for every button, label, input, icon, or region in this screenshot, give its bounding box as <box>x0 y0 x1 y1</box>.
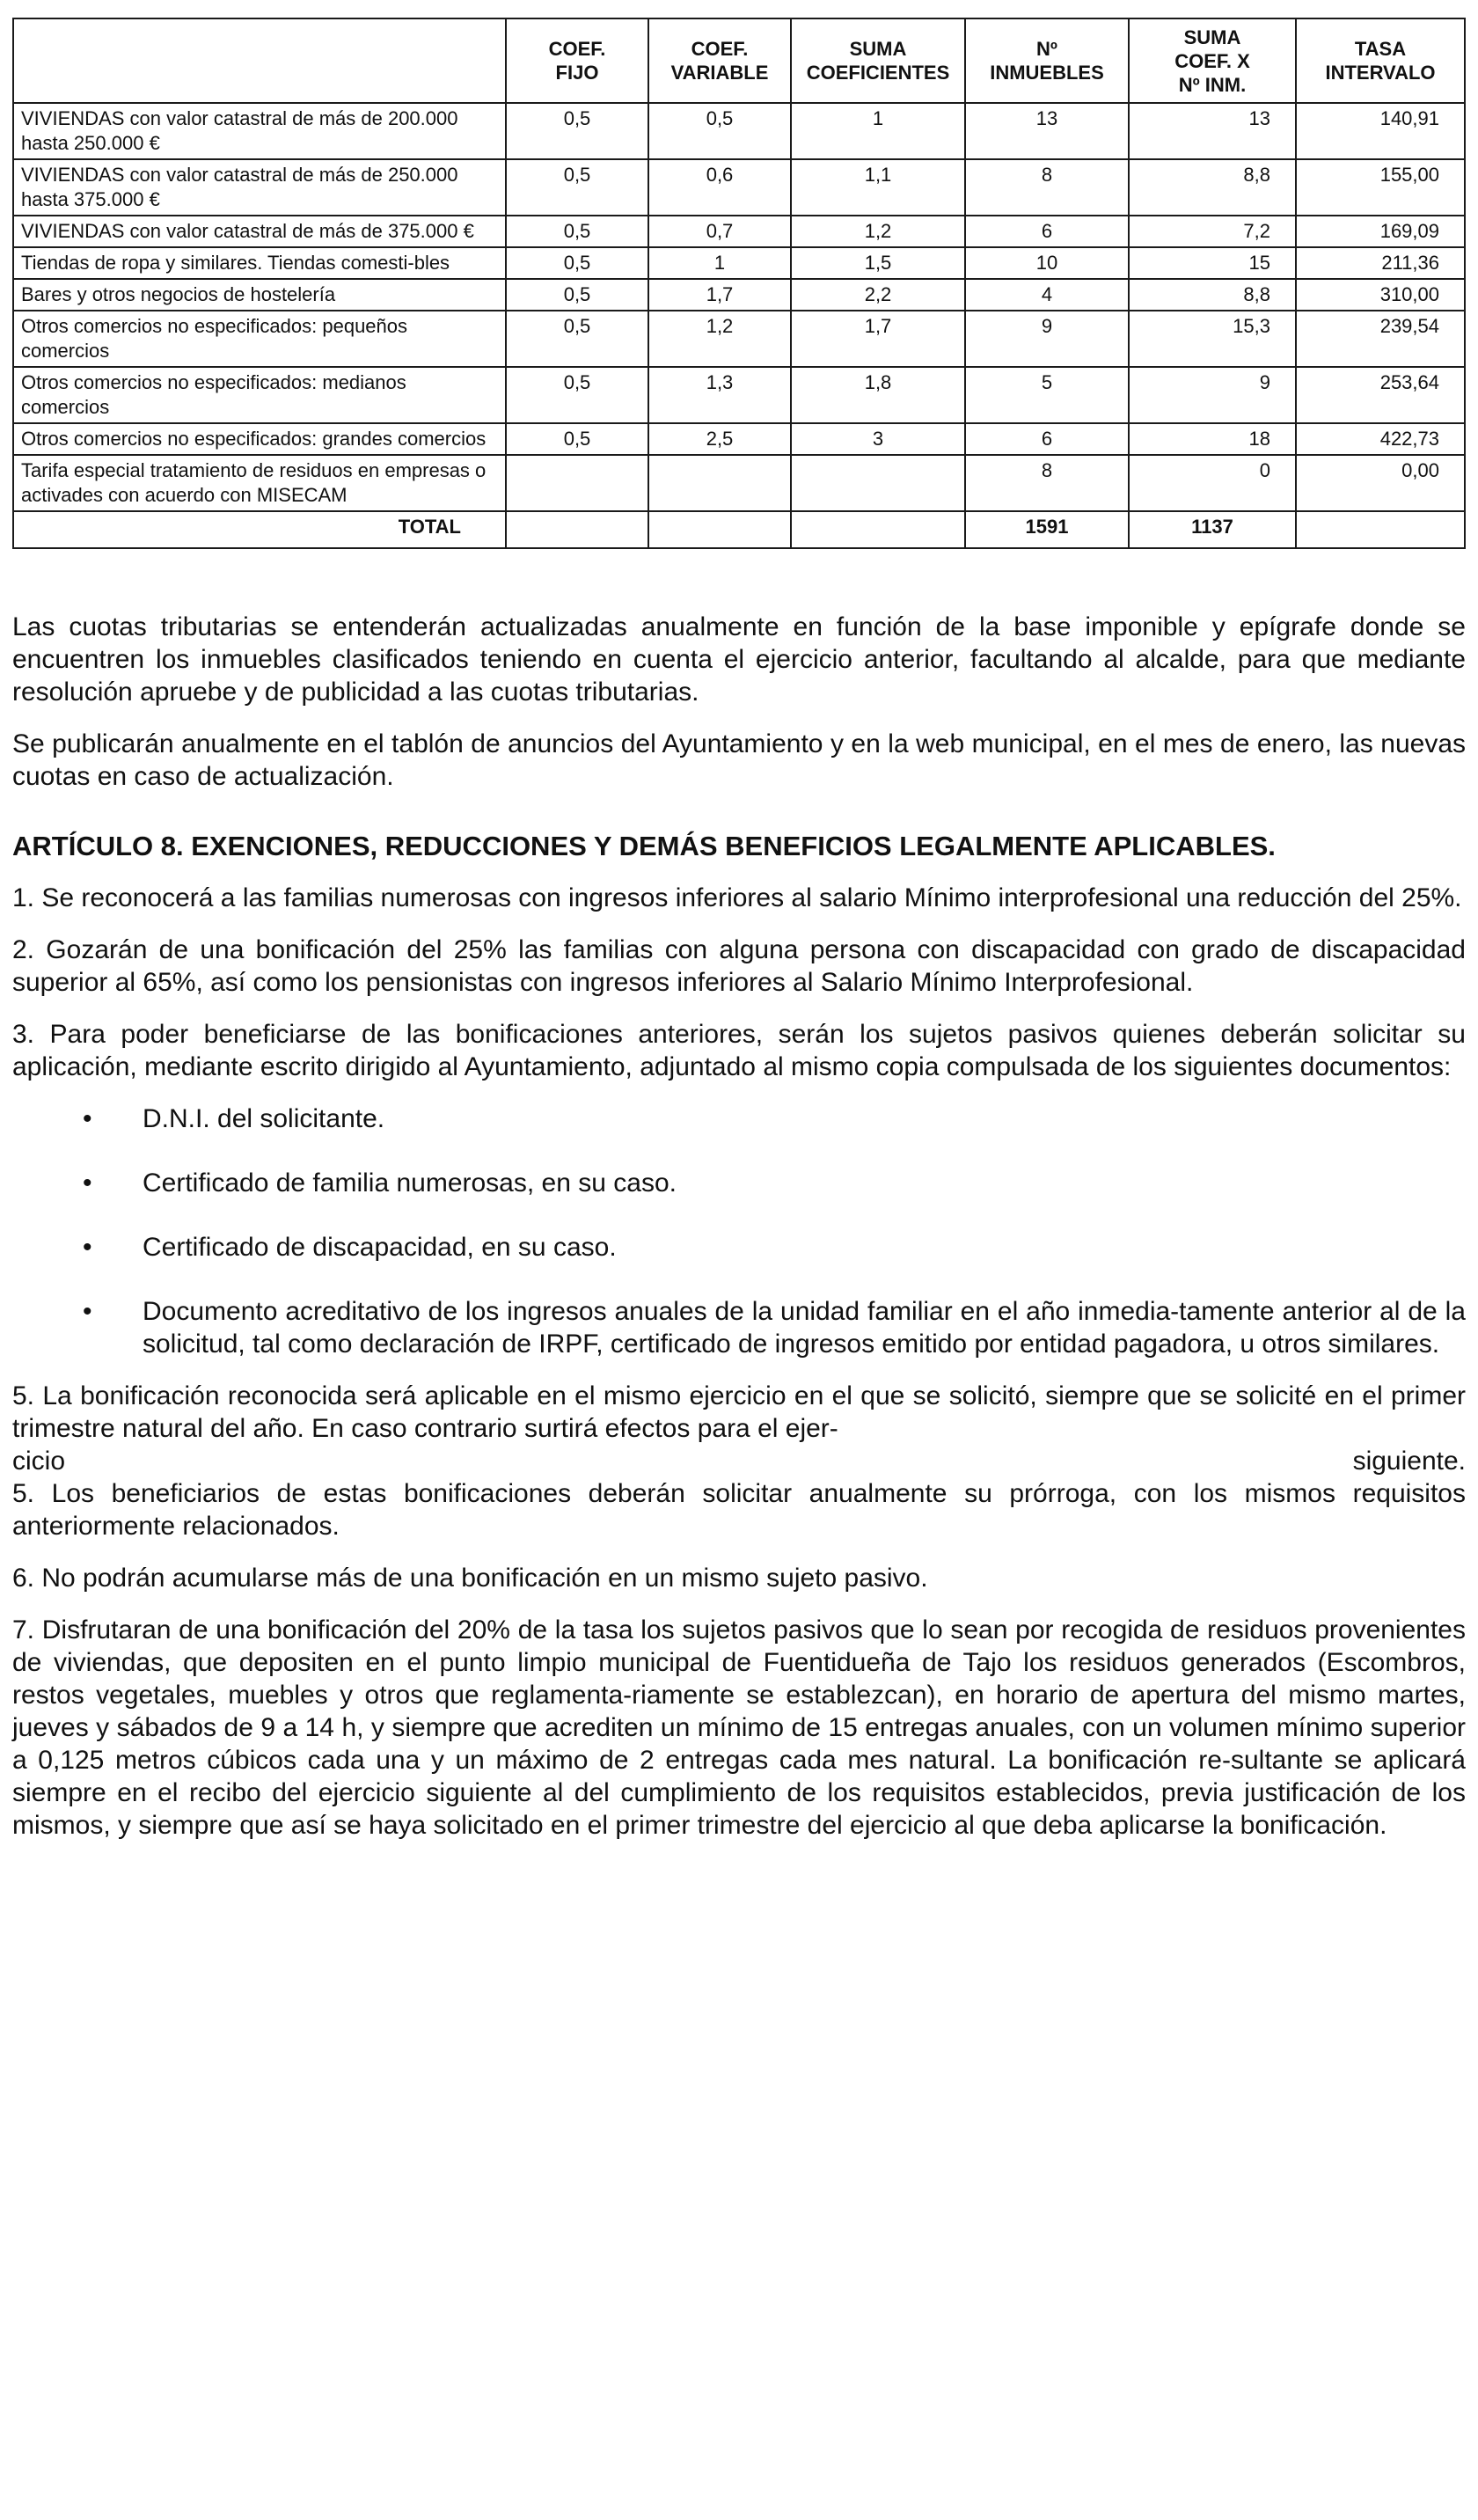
article-8-item-6: 6. No podrán acumularse más de una bonificación en un mismo sujeto pasivo. <box>12 1564 928 1593</box>
cell-n-inmuebles: 4 <box>965 279 1129 311</box>
cell-concept: VIVIENDAS con valor catastral de más de 375.000 € <box>13 216 506 247</box>
total-empty <box>1296 511 1465 548</box>
cell-concept: Tiendas de ropa y similares. Tiendas comesti-bles <box>13 247 506 279</box>
bullet-icon: • <box>83 1297 92 1326</box>
table-row <box>13 367 1465 423</box>
cell-coef-fijo: 0,5 <box>506 311 648 367</box>
tariff-table <box>12 18 1466 549</box>
cell-suma-coeficientes: 1,7 <box>791 311 965 367</box>
paragraph-publicacion: Se publicarán anualmente en el tablón de anuncios del Ayuntamiento y en la web municipal, en el mes de enero, las nuevas cuotas en caso de actualización. <box>12 729 1466 791</box>
total-empty <box>791 511 965 548</box>
cell-coef-variable: 2,5 <box>648 423 791 455</box>
cell-n-inmuebles: 9 <box>965 311 1129 367</box>
cell-coef-fijo: 0,5 <box>506 367 648 423</box>
cell-tasa-intervalo: 140,91 <box>1296 103 1465 159</box>
header-coef-fijo: COEF. FIJO <box>506 18 648 103</box>
cell-suma-coeficientes <box>791 455 965 511</box>
cell-n-inmuebles: 6 <box>965 423 1129 455</box>
cell-coef-variable <box>648 455 791 511</box>
cell-suma-coef-x-inm: 8,8 <box>1129 159 1296 216</box>
cell-coef-variable: 0,7 <box>648 216 791 247</box>
list-item: • Documento acreditativo de los ingresos anuales de la unidad familiar en el año inmedia-tamente anterior al de la solicitud, tal como declaración de IRPF, certificado de ingresos emitido por entidad pagadora, u otros similares. <box>83 1297 1466 1359</box>
cell-suma-coef-x-inm: 0 <box>1129 455 1296 511</box>
tariff-table-header <box>13 18 1465 103</box>
cell-n-inmuebles: 13 <box>965 103 1129 159</box>
header-n-inmuebles: Nº INMUEBLES <box>965 18 1129 103</box>
total-label: TOTAL <box>13 511 506 548</box>
cell-n-inmuebles: 6 <box>965 216 1129 247</box>
cell-coef-variable: 1 <box>648 247 791 279</box>
cell-suma-coef-x-inm: 7,2 <box>1129 216 1296 247</box>
cell-suma-coef-x-inm: 9 <box>1129 367 1296 423</box>
article-8-item-3: 3. Para poder beneficiarse de las bonificaciones anteriores, serán los sujetos pasivos quienes deberán solicitar su aplicación, mediante escrito dirigido al Ayuntamiento, adjuntado al mismo copia compulsada de los siguientes documentos: <box>12 1020 1466 1081</box>
cell-suma-coeficientes: 1 <box>791 103 965 159</box>
cell-suma-coeficientes: 3 <box>791 423 965 455</box>
cell-n-inmuebles: 8 <box>965 455 1129 511</box>
cell-suma-coeficientes: 1,2 <box>791 216 965 247</box>
table-row <box>13 279 1465 311</box>
table-row <box>13 159 1465 216</box>
article-8-item-2: 2. Gozarán de una bonificación del 25% las familias con alguna persona con discapacidad con grado de discapacidad superior al 65%, así como los pensionistas con ingresos inferiores al Salario Mínimo Interprofesional. <box>12 935 1466 997</box>
header-concept <box>13 18 506 103</box>
cell-concept: Otros comercios no especificados: grandes comercios <box>13 423 506 455</box>
cell-suma-coeficientes: 1,1 <box>791 159 965 216</box>
cell-tasa-intervalo: 239,54 <box>1296 311 1465 367</box>
cell-suma-coef-x-inm: 8,8 <box>1129 279 1296 311</box>
article-8-item-5a-end: cicio siguiente. <box>12 1447 1466 1476</box>
cell-concept: Bares y otros negocios de hostelería <box>13 279 506 311</box>
header-coef-variable: COEF. VARIABLE <box>648 18 791 103</box>
cell-coef-fijo: 0,5 <box>506 159 648 216</box>
header-suma-coeficientes: SUMA COEFICIENTES <box>791 18 965 103</box>
article-8-heading: ARTÍCULO 8. EXENCIONES, REDUCCIONES Y DEMÁS BENEFICIOS LEGALMENTE APLICABLES. <box>12 831 1276 861</box>
cell-concept: VIVIENDAS con valor catastral de más de 250.000 hasta 375.000 € <box>13 159 506 216</box>
cell-concept: VIVIENDAS con valor catastral de más de 200.000 hasta 250.000 € <box>13 103 506 159</box>
table-row <box>13 103 1465 159</box>
total-empty <box>506 511 648 548</box>
cell-n-inmuebles: 8 <box>965 159 1129 216</box>
cell-coef-variable: 0,5 <box>648 103 791 159</box>
paragraph-cuotas-actualizacion: Las cuotas tributarias se entenderán actualizadas anualmente en función de la base imponible y epígrafe donde se encuentren los inmuebles clasificados teniendo en cuenta el ejercicio anterior, facultando al alcalde, para que mediante resolución apruebe y de publicidad a las cuotas tributarias. <box>12 612 1466 707</box>
cell-coef-variable: 1,3 <box>648 367 791 423</box>
list-item: • Certificado de discapacidad, en su caso. <box>83 1233 617 1262</box>
cell-tasa-intervalo: 211,36 <box>1296 247 1465 279</box>
cell-tasa-intervalo: 0,00 <box>1296 455 1465 511</box>
list-item: • D.N.I. del solicitante. <box>83 1104 385 1133</box>
header-suma-coef-x-inm: SUMA COEF. X Nº INM. <box>1129 18 1296 103</box>
bullet-icon: • <box>83 1104 92 1133</box>
article-8-item-5b: 5. Los beneficiarios de estas bonificaciones deberán solicitar anualmente su prórroga, con los mismos requisitos anteriormente relacionados. <box>12 1479 1466 1541</box>
list-item: • Certificado de familia numerosas, en su caso. <box>83 1168 677 1198</box>
cell-coef-variable: 0,6 <box>648 159 791 216</box>
cell-coef-fijo: 0,5 <box>506 216 648 247</box>
cell-suma-coeficientes: 1,5 <box>791 247 965 279</box>
cell-tasa-intervalo: 310,00 <box>1296 279 1465 311</box>
total-inmuebles: 1591 <box>965 511 1129 548</box>
table-row <box>13 216 1465 247</box>
article-8-item-1: 1. Se reconocerá a las familias numerosas con ingresos inferiores al salario Mínimo interprofesional una reducción del 25%. <box>12 883 1462 912</box>
table-row <box>13 455 1465 511</box>
cell-concept: Otros comercios no especificados: medianos comercios <box>13 367 506 423</box>
cell-coef-fijo: 0,5 <box>506 247 648 279</box>
cell-coef-variable: 1,2 <box>648 311 791 367</box>
cell-tasa-intervalo: 155,00 <box>1296 159 1465 216</box>
cell-concept: Tarifa especial tratamiento de residuos en empresas o activades con acuerdo con MISECAM <box>13 455 506 511</box>
cell-suma-coef-x-inm: 15 <box>1129 247 1296 279</box>
table-row <box>13 311 1465 367</box>
cell-suma-coef-x-inm: 18 <box>1129 423 1296 455</box>
cell-coef-variable: 1,7 <box>648 279 791 311</box>
header-tasa-intervalo: TASA INTERVALO <box>1296 18 1465 103</box>
cell-coef-fijo <box>506 455 648 511</box>
cell-n-inmuebles: 10 <box>965 247 1129 279</box>
document-body <box>12 611 1466 1842</box>
tariff-table-body <box>13 103 1465 548</box>
required-documents-list <box>12 1102 1466 1360</box>
article-8-item-7: 7. Disfrutaran de una bonificación del 20% de la tasa los sujetos pasivos que lo sean por recogida de residuos provenientes de viviendas, que depositen en el punto limpio municipal de Fuentidueña de Tajo los residuos generados (Escombros, restos vegetales, muebles y otros que reglamenta-riamente se establezcan), en horario de apertura del mismo martes, jueves y sábados de 9 a 14 h, y siempre que acrediten un mínimo de 15 entregas anuales, con un volumen mínimo superior a 0,125 metros cúbicos cada una y un máximo de 2 entregas cada mes natural. La bonificación re-sultante se aplicará siempre en el recibo del ejercicio siguiente al del cumplimiento de los requisitos establecidos, previa justificación de los mismos, y siempre que así se haya solicitado en el primer trimestre del ejercicio al que deba aplicarse la bonificación. <box>12 1615 1466 1840</box>
cell-tasa-intervalo: 169,09 <box>1296 216 1465 247</box>
cell-suma-coef-x-inm: 15,3 <box>1129 311 1296 367</box>
total-empty <box>648 511 791 548</box>
cell-coef-fijo: 0,5 <box>506 279 648 311</box>
table-row <box>13 247 1465 279</box>
cell-coef-fijo: 0,5 <box>506 103 648 159</box>
total-suma-coef: 1137 <box>1129 511 1296 548</box>
document-page <box>12 18 1466 1861</box>
cell-concept: Otros comercios no especificados: pequeños comercios <box>13 311 506 367</box>
table-total-row <box>13 511 1465 548</box>
cell-tasa-intervalo: 253,64 <box>1296 367 1465 423</box>
bullet-icon: • <box>83 1233 92 1262</box>
table-row <box>13 423 1465 455</box>
bullet-icon: • <box>83 1168 92 1198</box>
cell-coef-fijo: 0,5 <box>506 423 648 455</box>
cell-suma-coeficientes: 1,8 <box>791 367 965 423</box>
cell-n-inmuebles: 5 <box>965 367 1129 423</box>
cell-suma-coeficientes: 2,2 <box>791 279 965 311</box>
cell-tasa-intervalo: 422,73 <box>1296 423 1465 455</box>
article-8-item-5a: 5. La bonificación reconocida será aplicable en el mismo ejercicio en el que se solicitó, siempre que se solicité en el primer trimestre natural del año. En caso contrario surtirá efectos para el ejer- <box>12 1381 1466 1443</box>
cell-suma-coef-x-inm: 13 <box>1129 103 1296 159</box>
